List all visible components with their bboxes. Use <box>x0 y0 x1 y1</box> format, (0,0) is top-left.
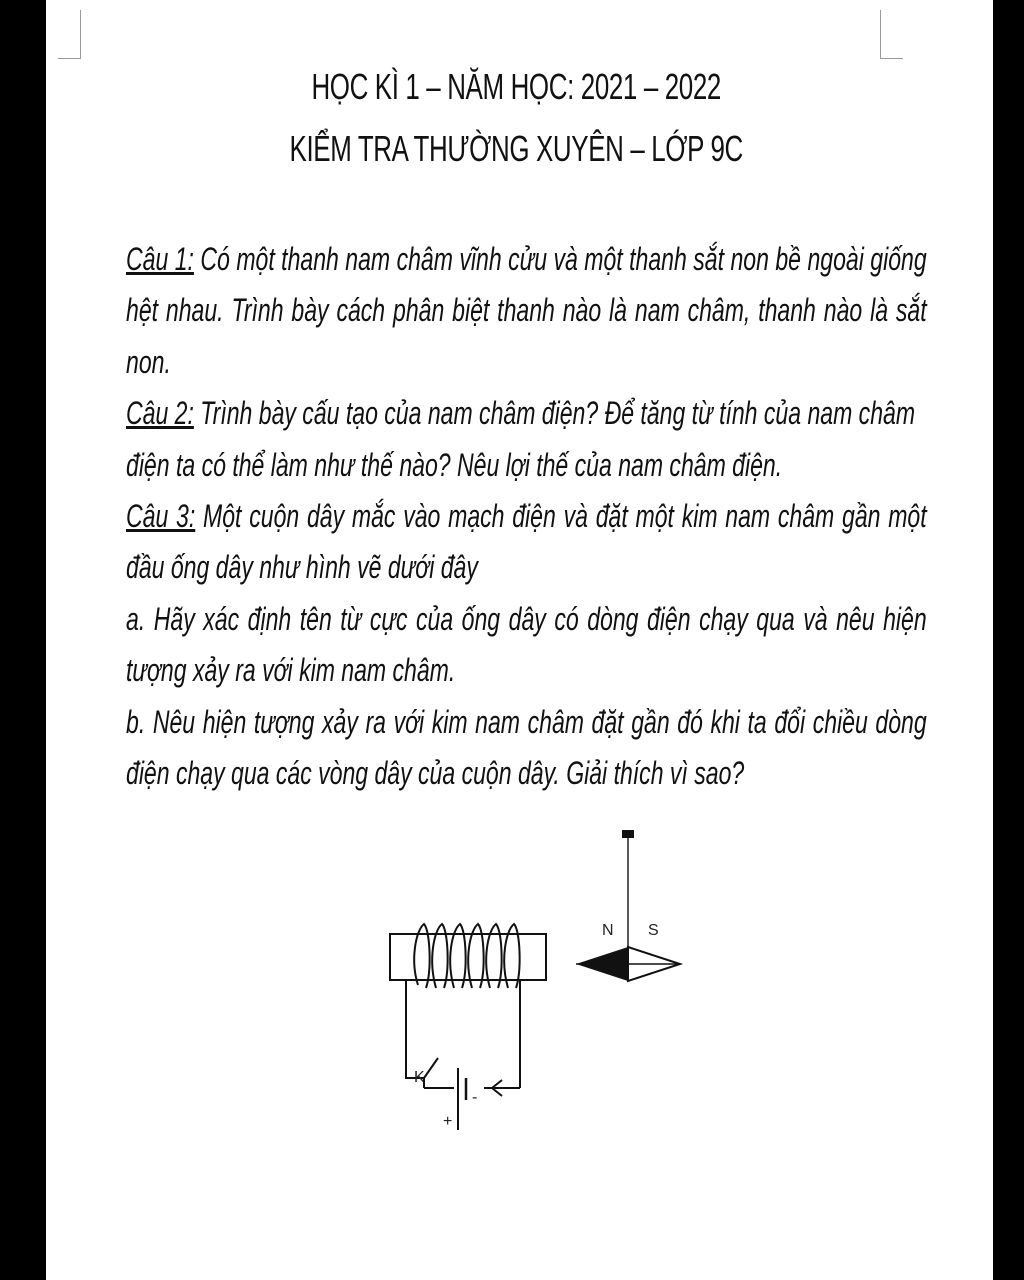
question-3-part-b: b. Nêu hiện tượng xảy ra với kim nam châm đặt gần đó khi ta đổi chiều dòng điện chạy qua các vòng dây của cuộn dây. Giải thích vì sao? <box>126 703 927 792</box>
question-1 <box>126 234 927 388</box>
needle-stand-top <box>622 830 634 838</box>
question-3-text: Một cuộn dây mắc vào mạch điện và đặt một kim nam châm gần một đầu ống dây như hình vẽ dưới đây <box>126 498 927 586</box>
question-2-label: Câu 2: <box>126 395 194 432</box>
battery-minus-label: - <box>472 1089 478 1106</box>
switch-k <box>424 1058 438 1078</box>
battery-plus-label: + <box>443 1113 453 1130</box>
question-1-text: Có một thanh nam châm vĩnh cửu và một thanh sắt non bề ngoài giống hệt nhau. Trình bày cách phân biệt thanh nào là nam châm, thanh nào là sắt non. <box>126 241 927 380</box>
compass-needle-icon <box>576 947 680 981</box>
switch-label: K <box>414 1069 425 1086</box>
exam-title-line1: HỌC KÌ 1 – NĂM HỌC: 2021 – 2022 <box>311 66 721 107</box>
question-3-part-a: a. Hãy xác định tên từ cực của ống dây có dòng điện chạy qua và nêu hiện tượng xảy ra với kim nam châm. <box>126 600 927 689</box>
exam-title-line2: KIỂM TRA THƯỜNG XUYÊN – LỚP 9C <box>289 128 743 169</box>
question-2 <box>126 388 927 491</box>
margin-corner-mark-left <box>58 10 81 59</box>
solenoid-circuit-diagram <box>380 820 700 1140</box>
question-1-label: Câu 1: <box>126 241 194 277</box>
question-2-text: Trình bày cấu tạo của nam châm điện? Để tăng từ tính của nam châm điện ta có thể làm như thế nào? Nêu lợi thế của nam châm điện. <box>126 395 916 483</box>
needle-south-label: S <box>648 922 659 939</box>
margin-corner-mark-right <box>880 10 903 59</box>
wire-left <box>406 980 424 1078</box>
needle-north-label: N <box>602 922 614 939</box>
exam-body <box>126 234 927 799</box>
question-3-label: Câu 3: <box>126 498 196 535</box>
question-3 <box>126 491 927 594</box>
